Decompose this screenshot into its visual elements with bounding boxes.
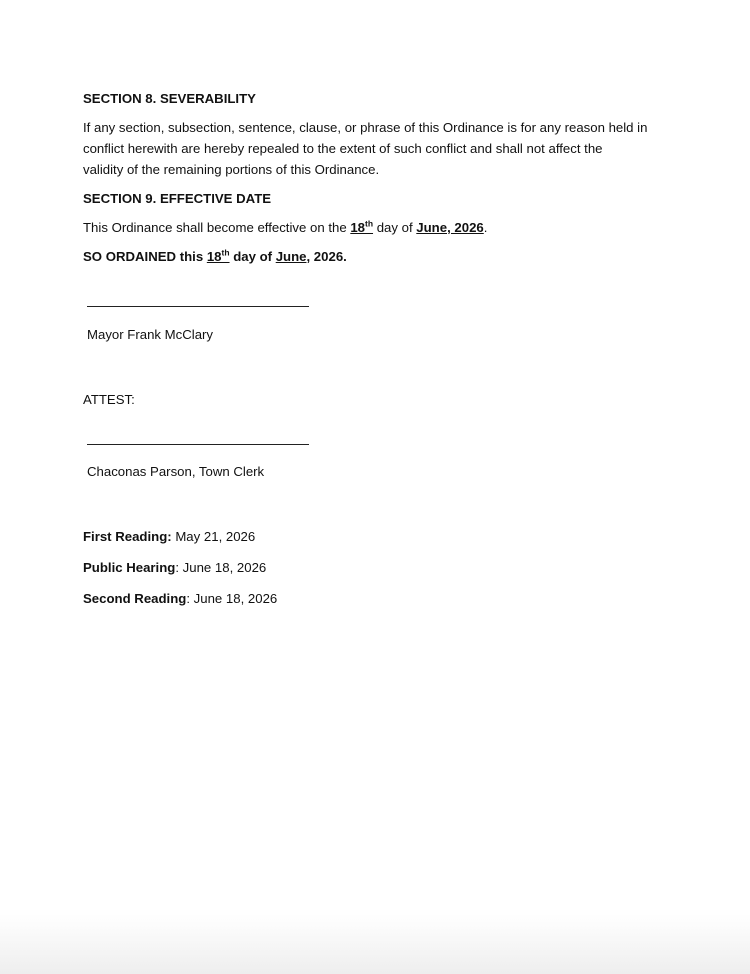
second-reading-label: Second Reading — [83, 591, 187, 606]
effective-month-year: June, 2026 — [416, 220, 484, 235]
public-hearing-label: Public Hearing — [83, 560, 176, 575]
effective-day-suffix: th — [365, 218, 374, 229]
first-reading-date: May 21, 2026 — [171, 529, 256, 544]
first-reading-label: First Reading: — [83, 529, 172, 544]
ordained-text-end: , 2026. — [306, 249, 347, 264]
clerk-signature-line — [87, 444, 309, 445]
ordained-text-mid: day of — [229, 249, 276, 264]
mayor-name: Mayor Frank McClary — [87, 327, 214, 342]
section-8-paragraph — [83, 117, 673, 180]
so-ordained-line — [83, 246, 673, 267]
section-8-line-3: validity of the remaining portions of this Ordinance. — [83, 162, 380, 177]
effective-day — [350, 220, 373, 235]
public-hearing-date: : June 18, 2026 — [175, 560, 267, 575]
effective-text-end: . — [483, 220, 488, 235]
mayor-signature-line — [87, 306, 309, 307]
ordained-day-suffix: th — [221, 247, 230, 258]
section-9-heading: SECTION 9. EFFECTIVE DATE — [83, 191, 272, 206]
ordained-text-before: SO ORDAINED this — [83, 249, 207, 264]
ordained-day-number: 18 — [206, 249, 222, 264]
effective-day-number: 18 — [350, 220, 365, 235]
section-9-paragraph — [83, 217, 673, 238]
clerk-name: Chaconas Parson, Town Clerk — [87, 464, 265, 479]
public-hearing-row — [83, 557, 277, 588]
section-8-heading: SECTION 8. SEVERABILITY — [83, 91, 256, 106]
first-reading-row — [83, 526, 277, 557]
ordained-month: June — [275, 249, 307, 264]
ordinance-body — [83, 88, 673, 275]
ordained-day — [207, 249, 230, 264]
effective-text-before: This Ordinance shall become effective on the — [83, 220, 351, 235]
section-8-line-1: If any section, subsection, sentence, clause, or phrase of this Ordinance is for any reason held in — [83, 120, 648, 135]
effective-text-mid: day of — [373, 220, 417, 235]
second-reading-date: : June 18, 2026 — [186, 591, 278, 606]
attest-label: ATTEST: — [83, 392, 135, 407]
bottom-page-shadow — [0, 914, 750, 974]
section-8-line-2: conflict herewith are hereby repealed to the extent of such conflict and shall not affect the — [83, 141, 603, 156]
second-reading-row — [83, 588, 277, 619]
readings-list — [83, 526, 277, 619]
